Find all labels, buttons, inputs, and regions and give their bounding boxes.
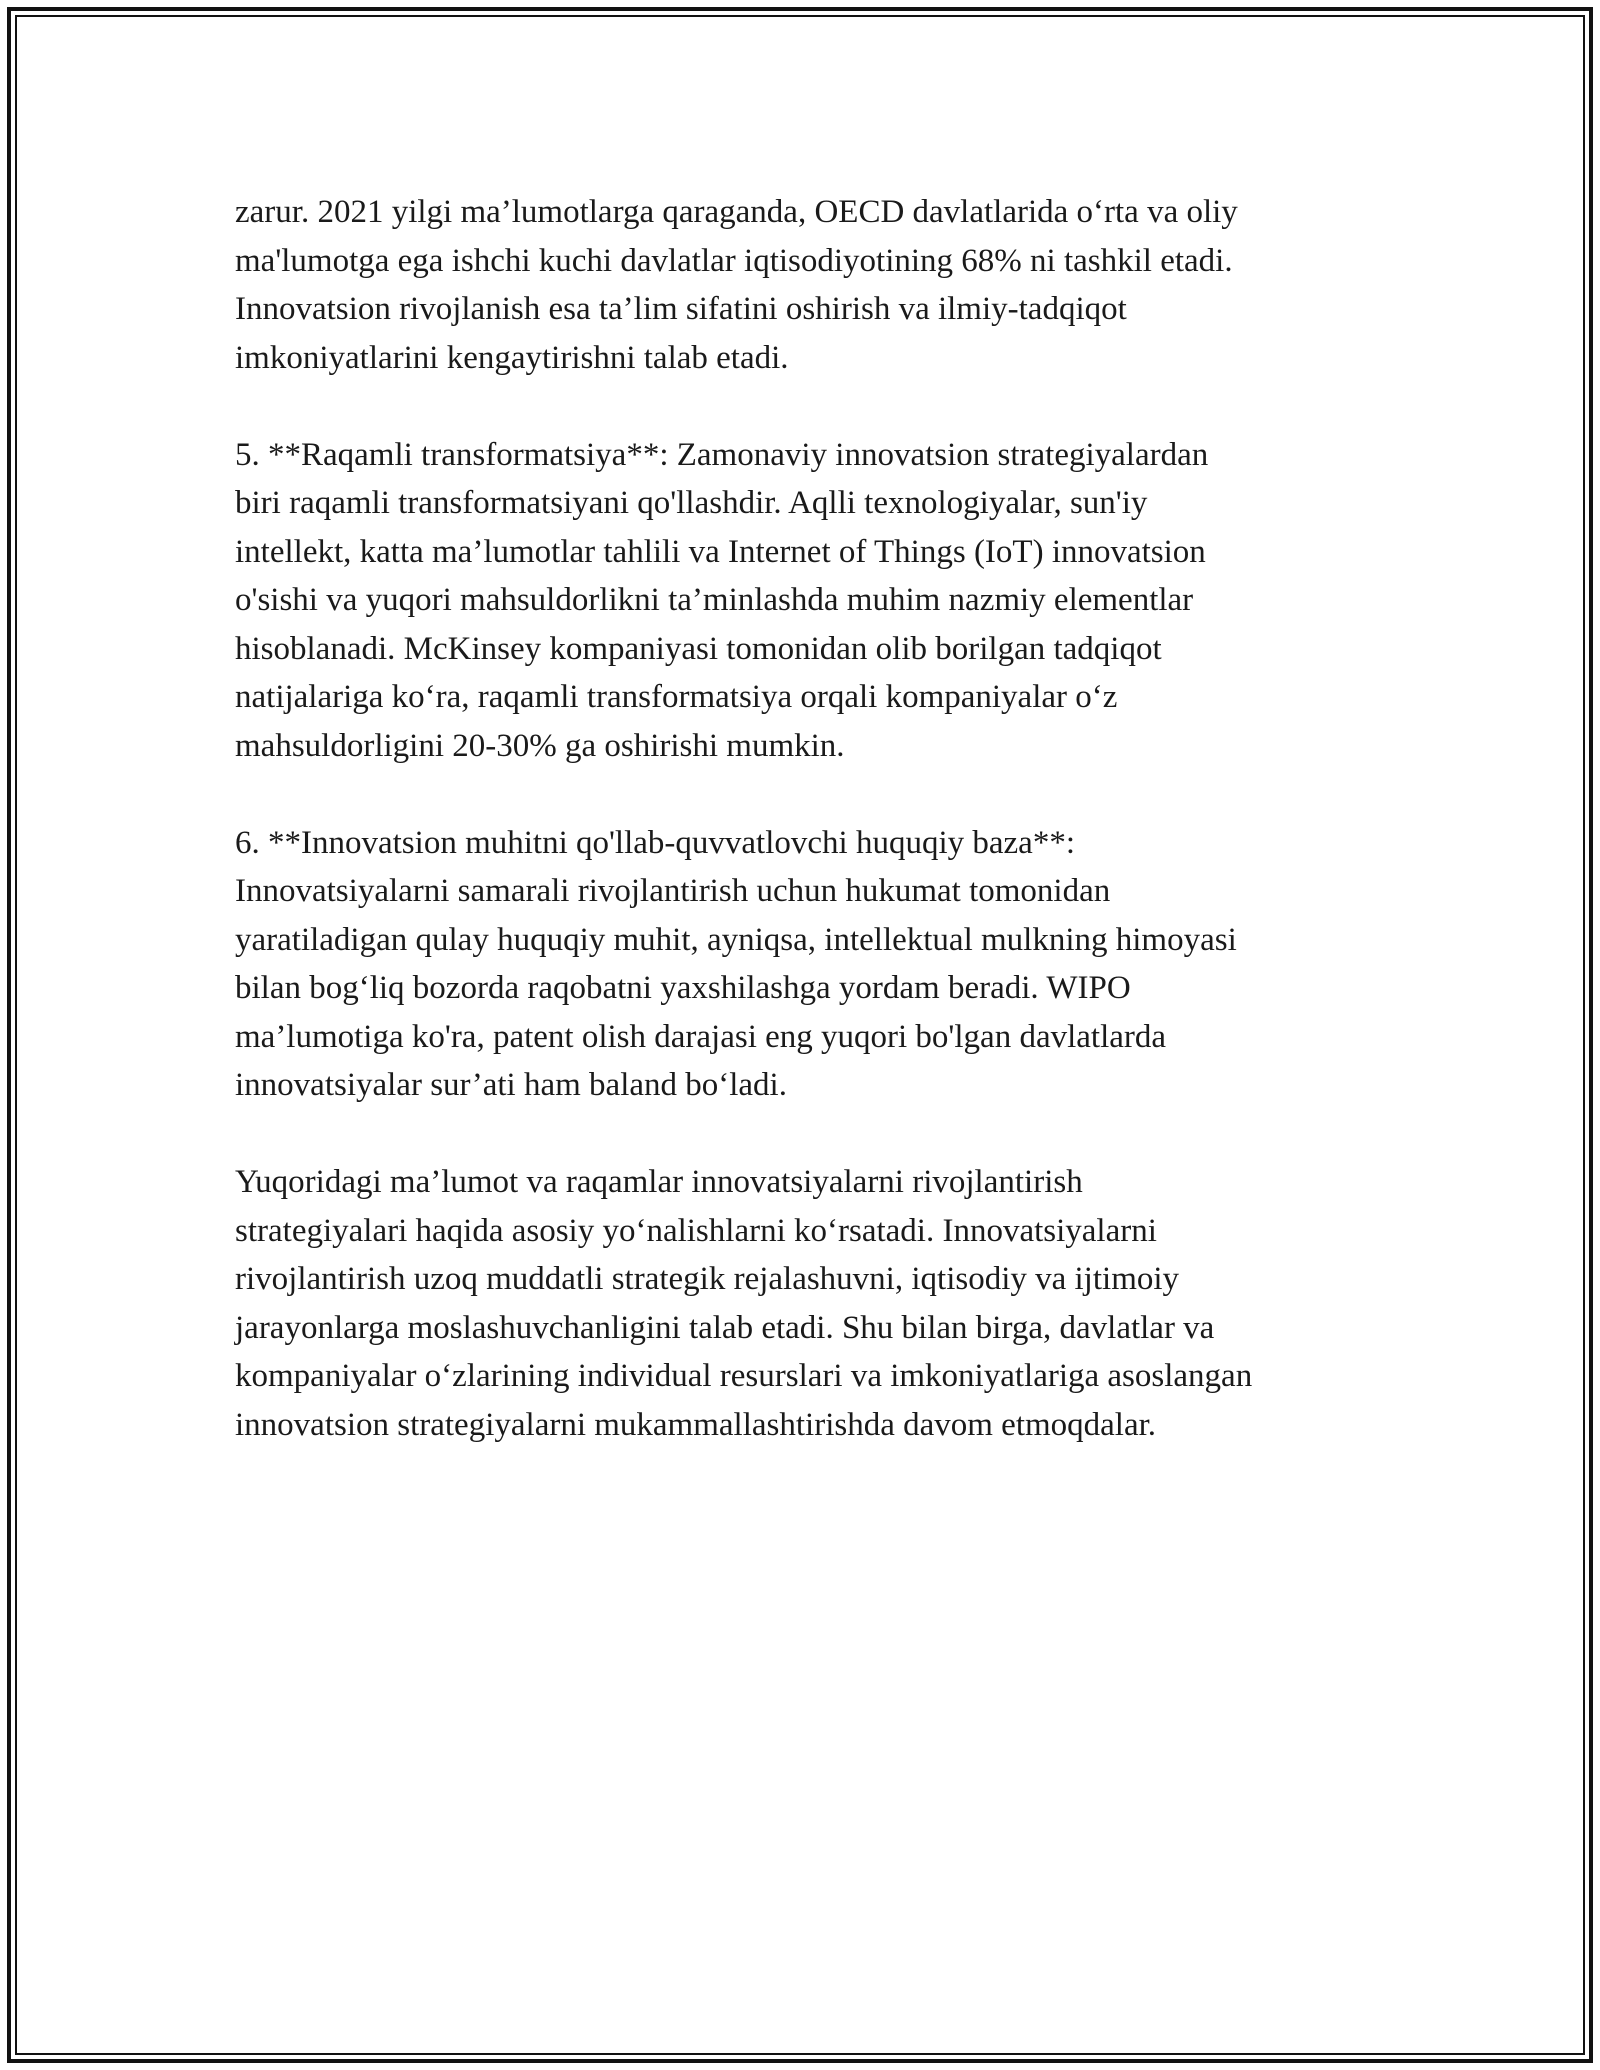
text-line: jarayonlarga moslashuvchanligini talab etadi. Shu bilan birga, davlatlar va [235, 1309, 1215, 1346]
text-line: rivojlantirish uzoq muddatli strategik rejalashuvni, iqtisodiy va ijtimoiy [235, 1261, 1180, 1297]
text-line: intellekt, katta ma’lumotlar tahlili va Internet of Things (IoT) innovatsion [235, 533, 1206, 570]
text-line: o'sishi va yuqori mahsuldorlikni ta’minlashda muhim nazmiy elementlar [235, 582, 1194, 618]
text-line: Innovatsion rivojlanish esa ta’lim sifatini oshirish va ilmiy-tadqiqot [235, 291, 1127, 327]
paragraph-legal-base [235, 819, 1375, 1110]
text-line: hisoblanadi. McKinsey kompaniyasi tomonidan olib borilgan tadqiqot [235, 630, 1162, 667]
text-line: natijalariga ko‘ra, raqamli transformatsiya orqali kompaniyalar o‘z [235, 679, 1118, 715]
paragraph-conclusion [235, 1158, 1375, 1449]
text-line: strategiyalari haqida asosiy yo‘nalishlarni ko‘rsatadi. Innovatsiyalarni [235, 1212, 1157, 1249]
text-line: innovatsion strategiyalarni mukammallashtirishda davom etmoqdalar. [235, 1406, 1157, 1443]
text-line: bilan bog‘liq bozorda raqobatni yaxshilashga yordam beradi. WIPO [235, 970, 1131, 1006]
text-line: yaratiladigan qulay huquqiy muhit, ayniqsa, intellektual mulkning himoyasi [235, 921, 1237, 958]
text-line: biri raqamli transformatsiyani qo'llashdir. Aqlli texnologiyalar, sun'iy [235, 485, 1148, 521]
text-line: ma’lumotiga ko'ra, patent olish darajasi eng yuqori bo'lgan davlatlarda [235, 1018, 1167, 1055]
text-line: 6. **Innovatsion muhitni qo'llab-quvvatlovchi huquqiy baza**: [235, 824, 1075, 861]
text-line: innovatsiyalar sur’ati ham baland bo‘ladi. [235, 1067, 787, 1103]
text-line: Yuqoridagi ma’lumot va raqamlar innovatsiyalarni rivojlantirish [235, 1164, 1083, 1200]
text-line: imkoniyatlarini kengaytirishni talab etadi. [235, 339, 789, 376]
text-line: kompaniyalar o‘zlarining individual resurslari va imkoniyatlariga asoslangan [235, 1358, 1253, 1394]
text-line: zarur. 2021 yilgi ma’lumotlarga qaraganda, OECD davlatlarida o‘rta va oliy [235, 194, 1238, 230]
paragraph-digital-transformation [235, 431, 1375, 771]
text-line: Innovatsiyalarni samarali rivojlantirish uchun hukumat tomonidan [235, 873, 1111, 909]
document-body [235, 188, 1375, 1498]
paragraph-education [235, 188, 1375, 382]
text-line: ma'lumotga ega ishchi kuchi davlatlar iqtisodiyotining 68% ni tashkil etadi. [235, 242, 1233, 279]
text-line: mahsuldorligini 20-30% ga oshirishi mumkin. [235, 727, 845, 764]
text-line: 5. **Raqamli transformatsiya**: Zamonaviy innovatsion strategiyalardan [235, 436, 1209, 473]
